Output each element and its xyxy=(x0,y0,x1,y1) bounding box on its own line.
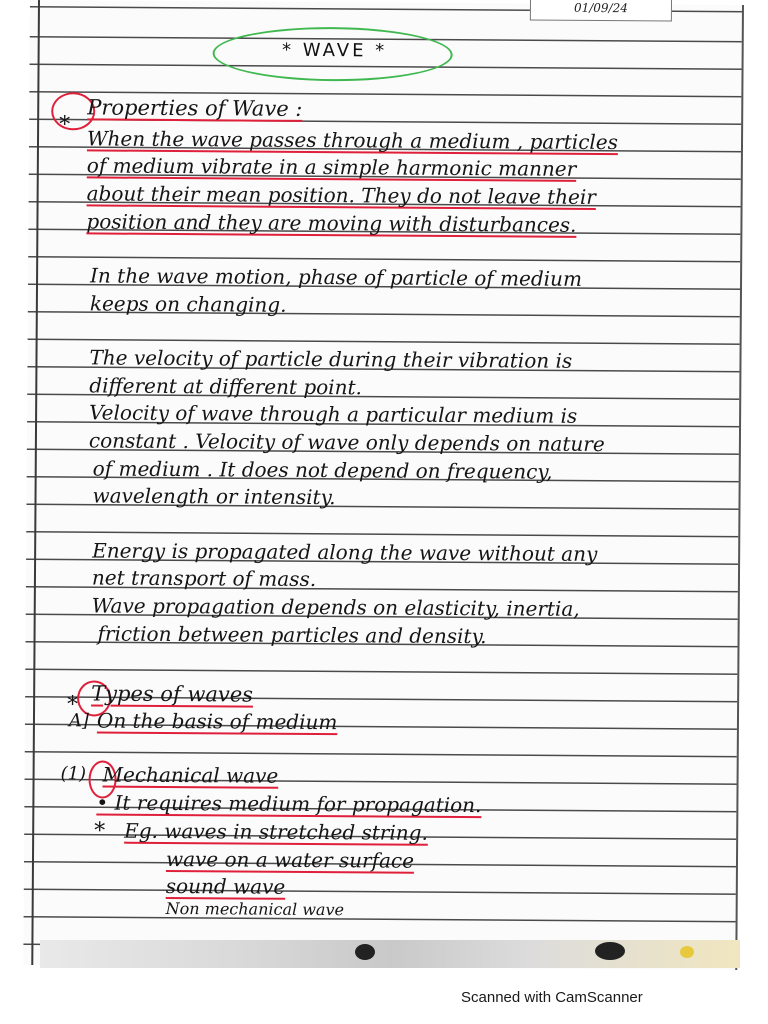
para3-line-6: wavelength or intensity. xyxy=(92,483,336,510)
section1-bullet: * xyxy=(59,112,71,138)
item1-point: • It requires medium for propagation. xyxy=(96,790,482,818)
eg-line-4: Non mechanical wave xyxy=(165,898,345,920)
para1-line-1: When the wave passes through a medium , particles xyxy=(86,126,619,155)
section2-bullet: * xyxy=(66,692,79,718)
spot xyxy=(595,942,625,960)
eg-line-2: wave on a water surface xyxy=(165,846,415,873)
para4-line-2: net transport of mass. xyxy=(91,565,317,592)
margin-line xyxy=(31,0,40,965)
para4-line-4: friction between particles and density. xyxy=(97,621,487,649)
camscanner-footer: Scanned with CamScanner xyxy=(461,989,643,1006)
para2-line-2: keeps on changing. xyxy=(89,291,287,317)
para1-line-4: position and they are moving with disturbances. xyxy=(86,209,577,237)
section1-heading: Properties of Wave : xyxy=(87,95,303,121)
notebook-page xyxy=(23,0,744,970)
para1-line-2: of medium vibrate in a simple harmonic manner xyxy=(86,153,577,181)
sub-a-text: On the basis of medium xyxy=(96,708,338,735)
eg-marker: * xyxy=(94,818,106,844)
para3-line-3: Velocity of wave through a particular medium is xyxy=(89,400,578,428)
eg-line-3: sound wave xyxy=(165,873,286,899)
para3-line-2: different at different point. xyxy=(89,373,362,400)
page-title: * WAVE * xyxy=(282,39,388,62)
para4-line-1: Energy is propagated along the wave without any xyxy=(92,538,598,566)
spot xyxy=(355,944,375,960)
item1-marker: (1) xyxy=(60,763,87,785)
para3-line-1: The velocity of particle during their vibration is xyxy=(89,345,573,373)
section2-heading: Types of waves xyxy=(91,681,254,707)
para3-line-4: constant . Velocity of wave only depends on nature xyxy=(88,428,605,457)
para4-line-3: Wave propagation depends on elasticity, inertia, xyxy=(91,593,580,621)
sub-a-marker: A] xyxy=(68,710,90,732)
date-box: 01/09/24 xyxy=(530,0,672,21)
para3-line-5: of medium . It does not depend on frequency, xyxy=(92,456,553,484)
eg-line-1: Eg. waves in stretched string. xyxy=(124,818,428,845)
para1-line-3: about their mean position. They do not leave their xyxy=(86,181,596,209)
spot xyxy=(680,946,694,958)
scan-background-strip xyxy=(40,940,740,968)
item1-title: Mechanical wave xyxy=(102,762,279,788)
para2-line-1: In the wave motion, phase of particle of medium xyxy=(89,263,583,291)
